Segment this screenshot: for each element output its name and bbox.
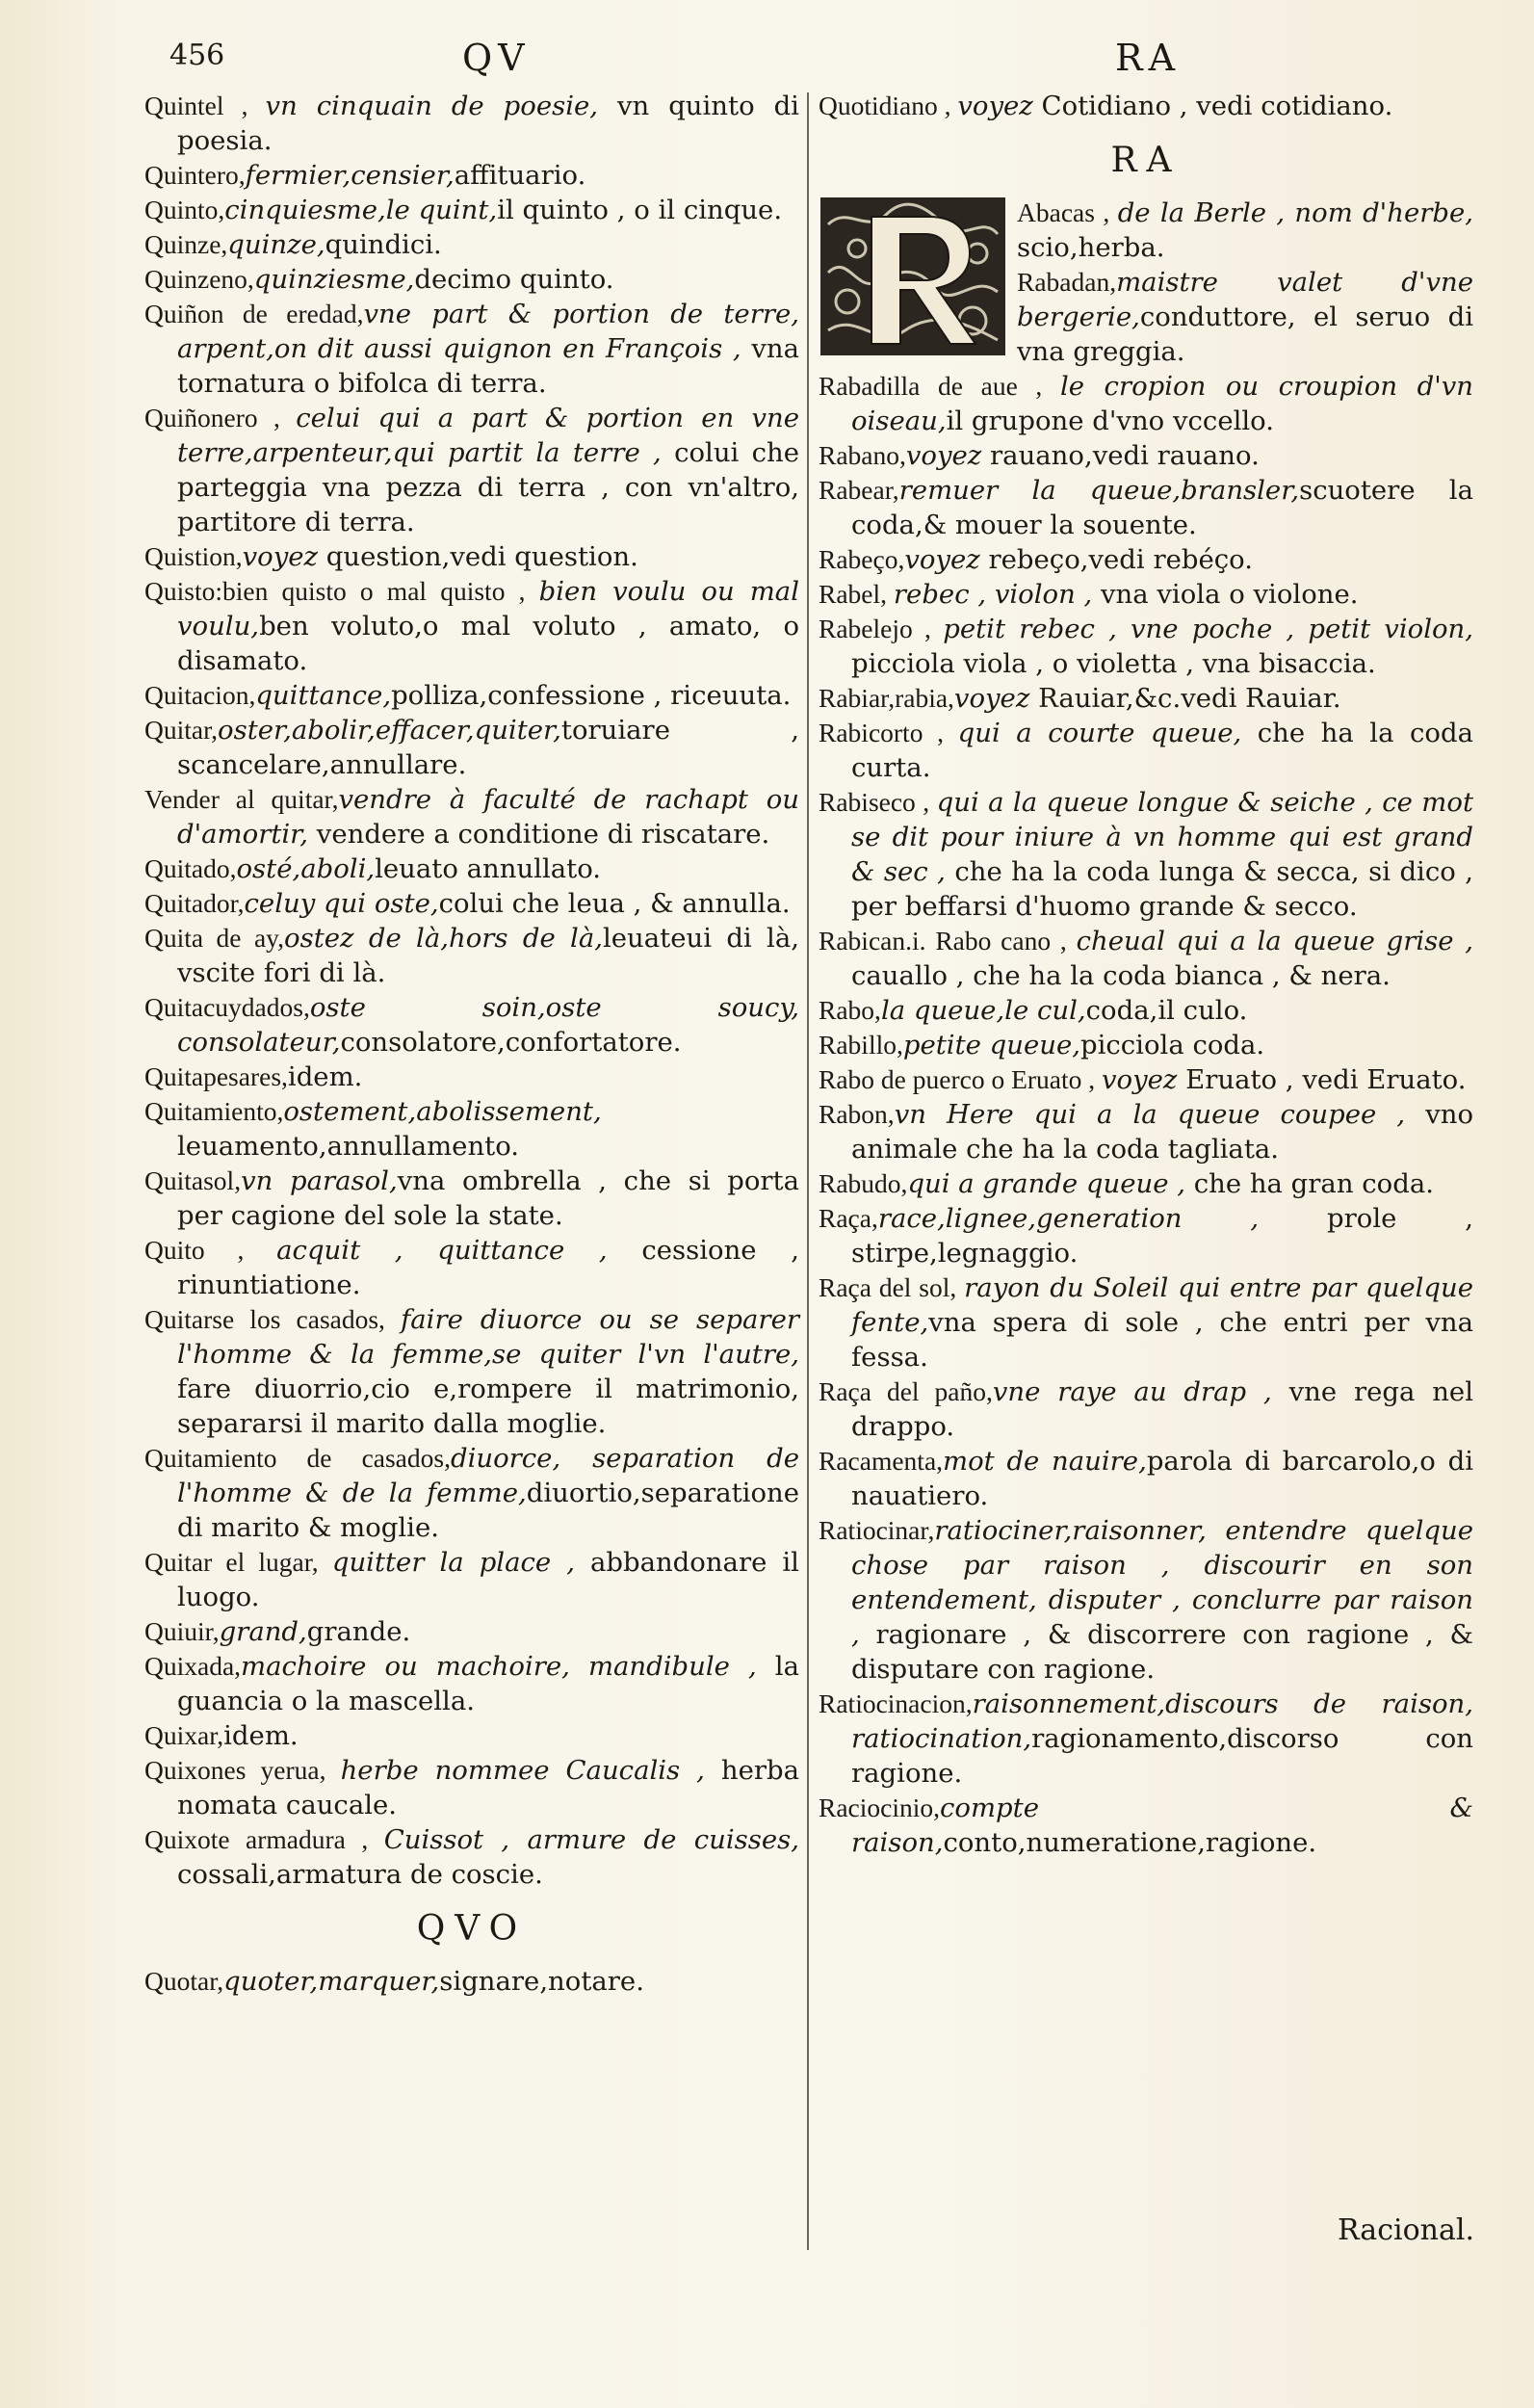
entry-french-gloss: celuy qui oste,: [244, 888, 439, 919]
dictionary-entry: [1017, 265, 1473, 369]
dictionary-entry: [144, 1060, 799, 1094]
entry-italian-gloss: fare diuorrio,cio e,rompere il matrimonio, separarsi il marito dalla moglie.: [177, 1374, 799, 1439]
entry-headword: Racamenta,: [819, 1446, 944, 1476]
entry-italian-gloss: prole , stirpe,legnaggio.: [851, 1203, 1474, 1269]
entry-headword: Quiuir,: [144, 1616, 220, 1646]
entry-italian-gloss: il grupone d'vno vccello.: [946, 406, 1275, 436]
entry-headword: Quistion,: [144, 541, 243, 571]
entry-italian-gloss: vn quinto di poesia.: [177, 91, 799, 156]
entry-headword: Raciocinio,: [819, 1793, 941, 1822]
entry-french-gloss: bien voulu ou mal voulu,: [177, 576, 799, 641]
entry-french-gloss: rayon du Soleil qui entre par quelque fente,: [851, 1272, 1473, 1338]
entry-headword: Quinzeno,: [144, 264, 254, 294]
entry-french-gloss: voyez: [904, 544, 980, 575]
entry-french-gloss: vn Here qui a la queue coupee ,: [894, 1099, 1406, 1130]
entry-headword: Rabicorto ,: [819, 718, 958, 747]
entry-italian-gloss: toruiare , scancelare,annullare.: [177, 715, 799, 780]
entry-italian-gloss: signare,notare.: [439, 1966, 644, 1997]
entry-italian-gloss: conto,numeratione,ragione.: [943, 1827, 1317, 1858]
entry-french-gloss: cheual qui a la queue grise ,: [1076, 926, 1473, 956]
dictionary-entry: [819, 1028, 1473, 1062]
entry-french-gloss: vn cinquain de poesie,: [265, 91, 599, 121]
entry-french-gloss: voyez: [905, 440, 982, 471]
entry-italian-gloss: idem.: [223, 1720, 299, 1751]
entry-headword: Quitacion,: [144, 680, 256, 710]
left-column: [144, 89, 799, 1999]
dictionary-entry: [144, 1094, 799, 1164]
entry-headword: Quito ,: [144, 1235, 277, 1265]
entry-french-gloss: race,lignee,generation ,: [877, 1203, 1260, 1234]
entry-headword: Quinze,: [144, 229, 228, 259]
dictionary-entry: [144, 1649, 799, 1718]
right-running-header: RA: [1115, 37, 1182, 79]
entry-french-gloss: voyez: [953, 683, 1030, 714]
entry-italian-gloss: quindici.: [325, 229, 442, 260]
entry-headword: Quotidiano ,: [819, 91, 958, 120]
entry-french-gloss: qui a la queue longue & seiche , ce mot se dit pour iniure à vn homme qui est grand & sec ,: [851, 787, 1473, 887]
right-top-entries: [819, 89, 1473, 123]
dictionary-entry: [144, 713, 799, 782]
entry-headword: Quitacuydados,: [144, 992, 310, 1022]
dictionary-entry: [144, 193, 799, 227]
entry-italian-gloss: vna viola o violone.: [1092, 579, 1359, 610]
entry-italian-gloss: rauano,vedi rauano.: [981, 440, 1260, 471]
page-number: 456: [169, 39, 225, 72]
entry-headword: Rabeço,: [819, 544, 905, 574]
entry-headword: Rabelejo ,: [819, 614, 944, 643]
dictionary-entry: [144, 1753, 799, 1822]
dictionary-entry: [819, 1097, 1473, 1166]
entry-italian-gloss: vna tornatura o bifolca di terra.: [177, 333, 799, 399]
column-divider: [807, 92, 809, 2250]
entry-french-gloss: machoire ou machoire, mandibule ,: [241, 1651, 757, 1682]
entry-italian-gloss: la guancia o la mascella.: [177, 1651, 799, 1716]
dictionary-entry: [144, 1233, 799, 1302]
entry-italian-gloss: che ha la coda lunga & secca, si dico , per beffarsi d'huomo grande & secco.: [851, 856, 1473, 922]
dictionary-entry: [819, 89, 1473, 123]
entry-headword: Rabo de puerco o Eruato ,: [819, 1064, 1103, 1094]
entry-italian-gloss: vno animale che ha la coda tagliata.: [851, 1099, 1474, 1165]
decorated-initial-r-image: [819, 196, 1007, 357]
dictionary-entry: [819, 681, 1473, 716]
entry-italian-gloss: vna spera di sole , che entri per vna fessa.: [851, 1307, 1473, 1373]
dictionary-entry: [819, 1513, 1473, 1687]
entry-italian-gloss: che ha la coda curta.: [851, 718, 1473, 783]
entry-french-gloss: quinziesme,: [253, 264, 415, 295]
entry-italian-gloss: conduttore, el seruo di vna greggia.: [1017, 301, 1473, 367]
entry-french-gloss: vn parasol,: [241, 1165, 398, 1196]
entry-italian-gloss: leuateui di là, vscite fori di là.: [177, 923, 799, 988]
entry-french-gloss: ostement,abolissement,: [283, 1096, 602, 1127]
entry-italian-gloss: grande.: [306, 1616, 411, 1647]
dictionary-entry: [819, 438, 1473, 473]
dictionary-entry: [1017, 196, 1473, 265]
initial-entries: [1017, 196, 1473, 369]
dictionary-entry: [819, 612, 1473, 681]
dictionary-entry: [819, 1444, 1473, 1513]
entry-headword: Quitarse los casados,: [144, 1304, 402, 1334]
entry-italian-gloss: picciola viola , o violetta , vna bisaccia.: [851, 648, 1376, 679]
dictionary-entry: [144, 227, 799, 262]
entry-headword: Quiñon de eredad,: [144, 299, 364, 328]
entry-french-gloss: quinze,: [227, 229, 325, 260]
dictionary-entry: [144, 782, 799, 851]
dictionary-entry: [819, 1270, 1473, 1374]
entry-headword: Rabadan,: [1017, 267, 1117, 297]
entry-headword: Raça del sol,: [819, 1272, 965, 1302]
entry-italian-gloss: affituario.: [454, 160, 586, 191]
entry-headword: Abacas ,: [1017, 197, 1118, 227]
entry-italian-gloss: rebeço,vedi rebéço.: [979, 544, 1253, 575]
entry-french-gloss: Cuissot , armure de cuisses,: [383, 1824, 800, 1855]
entry-french-gloss: oster,abolir,effacer,quiter,: [218, 715, 561, 746]
entry-headword: Rabiar,rabia,: [819, 683, 954, 713]
entry-headword: Rabican.i. Rabo cano ,: [819, 926, 1077, 955]
entry-italian-gloss: Rauiar,&c.vedi Rauiar.: [1029, 683, 1341, 714]
entry-headword: Quiñonero ,: [144, 403, 297, 432]
entry-french-gloss: maistre valet d'vne bergerie,: [1017, 267, 1473, 332]
entry-headword: Quitar el lugar,: [144, 1547, 332, 1577]
dictionary-entry: [819, 369, 1473, 438]
entry-french-gloss: diuorce, separation de l'homme & de la femme,: [177, 1443, 799, 1508]
entry-italian-gloss: che ha gran coda.: [1184, 1168, 1434, 1199]
dictionary-entry: [819, 1201, 1473, 1270]
entry-french-gloss: vendre à faculté de rachapt ou d'amortir,: [177, 784, 799, 850]
entry-headword: Rabano,: [819, 440, 906, 470]
dictionary-entry: [144, 1822, 799, 1892]
entry-italian-gloss: coda,il culo.: [1085, 995, 1248, 1026]
right-column: [819, 89, 1473, 1860]
entry-italian-gloss: question,vedi question.: [318, 541, 638, 572]
entry-headword: Quitador,: [144, 888, 245, 918]
entry-headword: Quintero,: [144, 160, 246, 190]
catchword: Racional.: [1338, 2213, 1474, 2247]
dictionary-entry: [819, 1374, 1473, 1444]
entry-italian-gloss: cossali,armatura de coscie.: [177, 1859, 543, 1890]
dictionary-entry: [819, 473, 1473, 542]
entry-italian-gloss: parola di barcarolo,o di nauatiero.: [851, 1446, 1473, 1511]
entry-italian-gloss: cauallo , che ha la coda bianca , & nera.: [851, 960, 1391, 991]
entry-italian-gloss: consolatore,confortatore.: [340, 1027, 682, 1058]
entry-headword: Quitar,: [144, 715, 219, 745]
entry-headword: Quixar,: [144, 1720, 224, 1750]
entry-headword: Ratiocinar,: [819, 1515, 935, 1545]
entry-italian-gloss: leuamento,annullamento.: [177, 1131, 520, 1162]
entry-italian-gloss: cessione , rinuntiatione.: [177, 1235, 800, 1300]
entry-french-gloss: qui a grande queue ,: [907, 1168, 1185, 1199]
entry-french-gloss: grand,: [219, 1616, 307, 1647]
entry-french-gloss: mot de nauire,: [943, 1446, 1147, 1477]
entry-french-gloss: fermier,censier,: [245, 160, 455, 191]
entry-italian-gloss: abbandonare il luogo.: [177, 1547, 799, 1612]
entry-french-gloss: petite queue,: [902, 1030, 1080, 1060]
entry-italian-gloss: herba nomata caucale.: [177, 1755, 799, 1820]
entry-italian-gloss: ben voluto,o mal voluto , amato, o disamato.: [177, 611, 799, 676]
entry-headword: Rabillo,: [819, 1030, 903, 1060]
entry-headword: Rabear,: [819, 475, 899, 505]
entry-headword: Vender al quitar,: [144, 784, 339, 814]
dictionary-entry: [144, 262, 799, 297]
entry-french-gloss: de la Berle , nom d'herbe,: [1117, 197, 1473, 228]
entry-headword: Rabo,: [819, 995, 881, 1025]
entry-french-gloss: acquit , quittance ,: [276, 1235, 608, 1266]
entry-italian-gloss: ragionare , & discorrere con ragione , & disputare con ragione.: [851, 1619, 1473, 1685]
dictionary-entry: [144, 678, 799, 713]
entry-headword: Quitamiento de casados,: [144, 1443, 451, 1473]
entry-french-gloss: faire diuorce ou se separer l'homme & la femme,se quiter l'vn l'autre,: [177, 1304, 799, 1370]
left-running-header: QV: [462, 37, 531, 79]
dictionary-entry: [144, 1545, 799, 1614]
dictionary-entry: [819, 993, 1473, 1028]
entry-headword: Quixada,: [144, 1651, 242, 1681]
dictionary-entry: [144, 539, 799, 574]
dictionary-entry: [144, 1964, 799, 1999]
entry-headword: Rabiseco ,: [819, 787, 937, 817]
entry-headword: Quitado,: [144, 853, 237, 883]
entry-headword: Rabon,: [819, 1099, 895, 1129]
entry-french-gloss: rebec , violon ,: [893, 579, 1093, 610]
entry-headword: Quotar,: [144, 1966, 224, 1996]
right-entries: [819, 369, 1473, 1860]
entry-headword: Rabadilla de aue ,: [819, 371, 1060, 401]
dictionary-entry: [819, 1687, 1473, 1791]
entry-italian-gloss: vendere a conditione di riscatare.: [308, 819, 770, 850]
dictionary-entry: [144, 574, 799, 678]
entry-italian-gloss: scio,herba.: [1017, 232, 1165, 263]
entry-french-gloss: compte & raison,: [851, 1793, 1473, 1858]
entry-french-gloss: le cropion ou croupion d'vn oiseau,: [851, 371, 1473, 436]
dictionary-entry: [819, 542, 1473, 577]
entry-italian-gloss: Cotidiano , vedi cotidiano.: [1032, 91, 1393, 121]
entry-french-gloss: celui qui a part & portion en vne terre,arpenteur,qui partit la terre ,: [177, 403, 799, 468]
entry-french-gloss: vne raye au drap ,: [992, 1376, 1272, 1407]
entry-headword: Quintel ,: [144, 91, 266, 120]
dictionary-entry: [144, 1718, 799, 1753]
entry-french-gloss: remuer la queue,bransler,: [898, 475, 1300, 506]
entry-french-gloss: herbe nommee Caucalis ,: [340, 1755, 705, 1786]
entry-italian-gloss: vne rega nel drappo.: [851, 1376, 1474, 1442]
dictionary-entry: [144, 401, 799, 539]
entry-french-gloss: raisonnement,discours de raison, ratiocination,: [851, 1688, 1473, 1754]
entry-italian-gloss: vna ombrella , che si porta per cagione del sole la state.: [177, 1165, 800, 1231]
dictionary-entry: [819, 1791, 1473, 1860]
entry-french-gloss: vne part & portion de terre, arpent,on dit aussi quignon en François ,: [177, 299, 799, 364]
entry-italian-gloss: colui che parteggia vna pezza di terra , con vn'altro, partitore di terra.: [177, 437, 799, 537]
entry-french-gloss: qui a courte queue,: [957, 718, 1242, 748]
entry-french-gloss: cinquiesme,le quint,: [224, 195, 498, 225]
section-heading-qvo: QVO: [416, 1909, 528, 1949]
entry-french-gloss: la queue,le cul,: [880, 995, 1086, 1026]
left-entries: [144, 89, 799, 1892]
entry-french-gloss: voyez: [1102, 1064, 1178, 1095]
entry-headword: Raça del paño,: [819, 1376, 993, 1406]
dictionary-entry: [144, 886, 799, 921]
entry-headword: Quita de ay,: [144, 923, 285, 953]
dictionary-entry: [819, 1062, 1473, 1097]
entry-headword: Quixones yerua,: [144, 1755, 341, 1785]
entry-italian-gloss: decimo quinto.: [414, 264, 614, 295]
entry-french-gloss: voyez: [957, 91, 1033, 121]
entry-headword: Quitamiento,: [144, 1096, 284, 1126]
entry-italian-gloss: leuato annullato.: [375, 853, 602, 884]
dictionary-entry: [144, 990, 799, 1060]
entry-headword: Quitapesares,: [144, 1061, 288, 1091]
entry-french-gloss: osté,aboli,: [236, 853, 376, 884]
entry-italian-gloss: polliza,confessione , riceuuta.: [391, 680, 792, 711]
entry-french-gloss: petit rebec , vne poche , petit violon,: [943, 614, 1473, 644]
entry-italian-gloss: colui che leua , & annulla.: [438, 888, 791, 919]
entry-italian-gloss: ragionamento,discorso con ragione.: [851, 1723, 1473, 1789]
entry-headword: Quixote armadura ,: [144, 1824, 384, 1854]
entry-italian-gloss: idem.: [287, 1061, 363, 1092]
dictionary-entry: [144, 297, 799, 401]
entry-italian-gloss: Eruato , vedi Eruato.: [1177, 1064, 1467, 1095]
entry-italian-gloss: il quinto , o il cinque.: [497, 195, 783, 225]
dictionary-entry: [144, 89, 799, 158]
left-entries-qvo: [144, 1964, 799, 1999]
entry-french-gloss: oste soin,oste soucy, consolateur,: [177, 992, 799, 1058]
entry-french-gloss: voyez: [242, 541, 319, 572]
dictionary-entry: [819, 577, 1473, 612]
entry-headword: Quisto:bien quisto o mal quisto ,: [144, 576, 539, 606]
entry-headword: Raça,: [819, 1203, 878, 1233]
dictionary-entry: [144, 1164, 799, 1233]
initial-block: [819, 196, 1473, 369]
dictionary-entry: [819, 716, 1473, 785]
entry-french-gloss: ratiociner,raisonner, entendre quelque chose par raison , discourir en son entendement, disputer , conclurre par raison ,: [851, 1515, 1473, 1650]
entry-headword: Quitasol,: [144, 1165, 242, 1195]
dictionary-entry: [144, 921, 799, 990]
dictionary-entry: [819, 785, 1473, 924]
entry-french-gloss: quitter la place ,: [331, 1547, 575, 1578]
entry-italian-gloss: diuortio,separatione di marito & moglie.: [177, 1478, 799, 1543]
entry-headword: Ratiocinacion,: [819, 1688, 973, 1718]
dictionary-entry: [144, 1441, 799, 1545]
dictionary-entry: [144, 1614, 799, 1649]
entry-french-gloss: ostez de là,hors de là,: [284, 923, 603, 954]
section-heading-ra: RA: [1110, 141, 1182, 180]
entry-italian-gloss: scuotere la coda,& mouer la souente.: [851, 475, 1473, 540]
dictionary-entry: [819, 1166, 1473, 1201]
dictionary-entry: [144, 851, 799, 886]
dictionary-entry: [819, 924, 1473, 993]
dictionary-entry: [144, 158, 799, 193]
dictionary-entry: [144, 1302, 799, 1441]
entry-french-gloss: quittance,: [255, 680, 392, 711]
entry-headword: Rabel,: [819, 579, 894, 609]
entry-headword: Rabudo,: [819, 1168, 908, 1198]
entry-italian-gloss: picciola coda.: [1079, 1030, 1265, 1060]
entry-french-gloss: quoter,marquer,: [223, 1966, 440, 1997]
entry-headword: Quinto,: [144, 195, 225, 224]
